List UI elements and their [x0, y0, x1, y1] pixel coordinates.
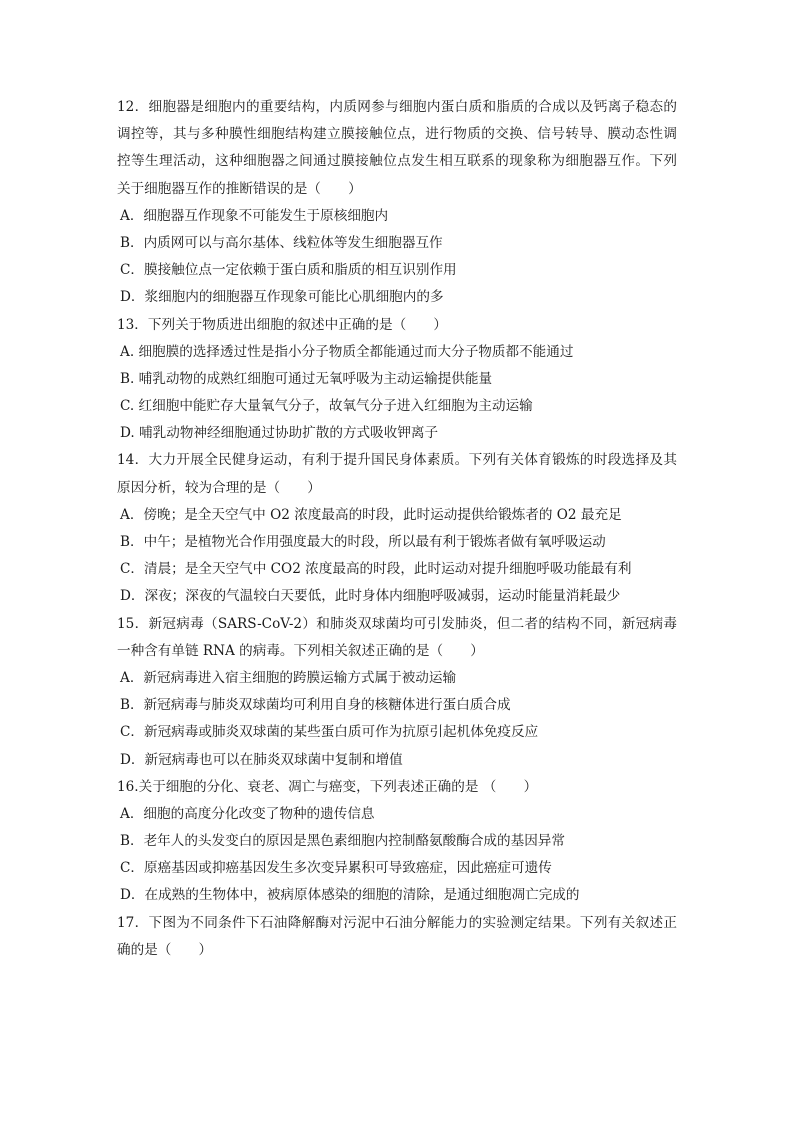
answer-option-b: B．内质网可以与高尔基体、线粒体等发生细胞器互作 — [120, 234, 443, 251]
question-14 — [117, 447, 677, 610]
answer-option-b: B. 哺乳动物的成熟红细胞可通过无氧呼吸为主动运输提供能量 — [120, 370, 493, 387]
answer-option-b: B．老年人的头发变白的原因是黑色素细胞内控制酪氨酸酶合成的基因异常 — [120, 833, 565, 850]
question-12 — [117, 94, 677, 312]
question-stem-line: 原因分析，较为合理的是（ ） — [117, 479, 321, 496]
answer-option-c: C. 红细胞中能贮存大量氧气分子，故氧气分子进入红细胞为主动运输 — [120, 398, 533, 415]
answer-option-a: A. 细胞膜的选择透过性是指小分子物质全都能通过而大分子物质都不能通过 — [120, 343, 574, 360]
question-15 — [117, 611, 677, 774]
question-stem-line: 确的是（ ） — [117, 941, 213, 958]
question-stem-line: 13．下列关于物质进出细胞的叙述中正确的是（ ） — [117, 316, 447, 333]
question-stem-line: 17．下图为不同条件下石油降解酶对污泥中石油分解能力的实验测定结果。下列有关叙述正 — [117, 914, 677, 931]
question-stem-line: 16.关于细胞的分化、衰老、凋亡与癌变，下列表述正确的是 （ ） — [117, 778, 538, 795]
answer-option-d: D．浆细胞内的细胞器互作现象可能比心肌细胞内的多 — [120, 289, 444, 306]
answer-option-a: A．细胞的高度分化改变了物种的遗传信息 — [120, 805, 375, 822]
answer-option-c: C．清晨；是全天空气中 CO2 浓度最高的时段，此时运动对提升细胞呼吸功能最有利 — [120, 561, 632, 578]
question-stem-line: 14．大力开展全民健身运动，有利于提升国民身体素质。下列有关体育锻炼的时段选择及其 — [117, 452, 677, 469]
question-17 — [117, 910, 677, 964]
answer-option-d: D．在成熟的生物体中，被病原体感染的细胞的清除，是通过细胞凋亡完成的 — [120, 887, 580, 904]
answer-option-d: D．新冠病毒也可以在肺炎双球菌中复制和增值 — [120, 751, 403, 768]
question-16 — [117, 774, 677, 910]
answer-option-c: C．新冠病毒或肺炎双球菌的某些蛋白质可作为抗原引起机体免疫反应 — [120, 724, 539, 741]
question-stem-line: 12．细胞器是细胞内的重要结构，内质网参与细胞内蛋白质和脂质的合成以及钙离子稳态的 — [117, 99, 677, 115]
question-stem-line: 一种含有单链 RNA 的病毒。下列相关叙述正确的是（ ） — [117, 642, 484, 659]
answer-option-c: C．膜接触位点一定依赖于蛋白质和脂质的相互识别作用 — [120, 262, 457, 279]
question-stem-line: 关于细胞器互作的推断错误的是（ ） — [117, 180, 362, 197]
answer-option-d: D. 哺乳动物神经细胞通过协助扩散的方式吸收钾离子 — [120, 425, 439, 442]
answer-option-a: A．傍晚；是全天空气中 O2 浓度最高的时段，此时运动提供给锻炼者的 O2 最充足 — [120, 506, 622, 523]
answer-option-d: D．深夜；深夜的气温较白天要低，此时身体内细胞呼吸减弱，运动时能量消耗最少 — [120, 588, 621, 605]
answer-option-c: C．原癌基因或抑癌基因发生多次变异累积可导致癌症，因此癌症可遗传 — [120, 860, 552, 877]
answer-option-b: B．新冠病毒与肺炎双球菌均可利用自身的核糖体进行蛋白质合成 — [120, 697, 511, 714]
question-list — [117, 94, 677, 964]
answer-option-b: B．中午；是植物光合作用强度最大的时段，所以最有利于锻炼者做有氧呼吸运动 — [120, 534, 606, 550]
answer-option-a: A．细胞器互作现象不可能发生于原核细胞内 — [120, 207, 389, 224]
question-stem-line: 15．新冠病毒（SARS-CoV-2）和肺炎双球菌均可引发肺炎，但二者的结构不同，新冠病毒 — [117, 615, 677, 632]
question-stem-line: 调控等，其与多种膜性细胞结构建立膜接触位点，进行物质的交换、信号转导、膜动态性调 — [117, 126, 677, 143]
answer-option-a: A．新冠病毒进入宿主细胞的跨膜运输方式属于被动运输 — [120, 669, 457, 686]
question-stem-line: 控等生理活动，这种细胞器之间通过膜接触位点发生相互联系的现象称为细胞器互作。下列 — [117, 153, 677, 170]
question-13 — [117, 312, 677, 448]
